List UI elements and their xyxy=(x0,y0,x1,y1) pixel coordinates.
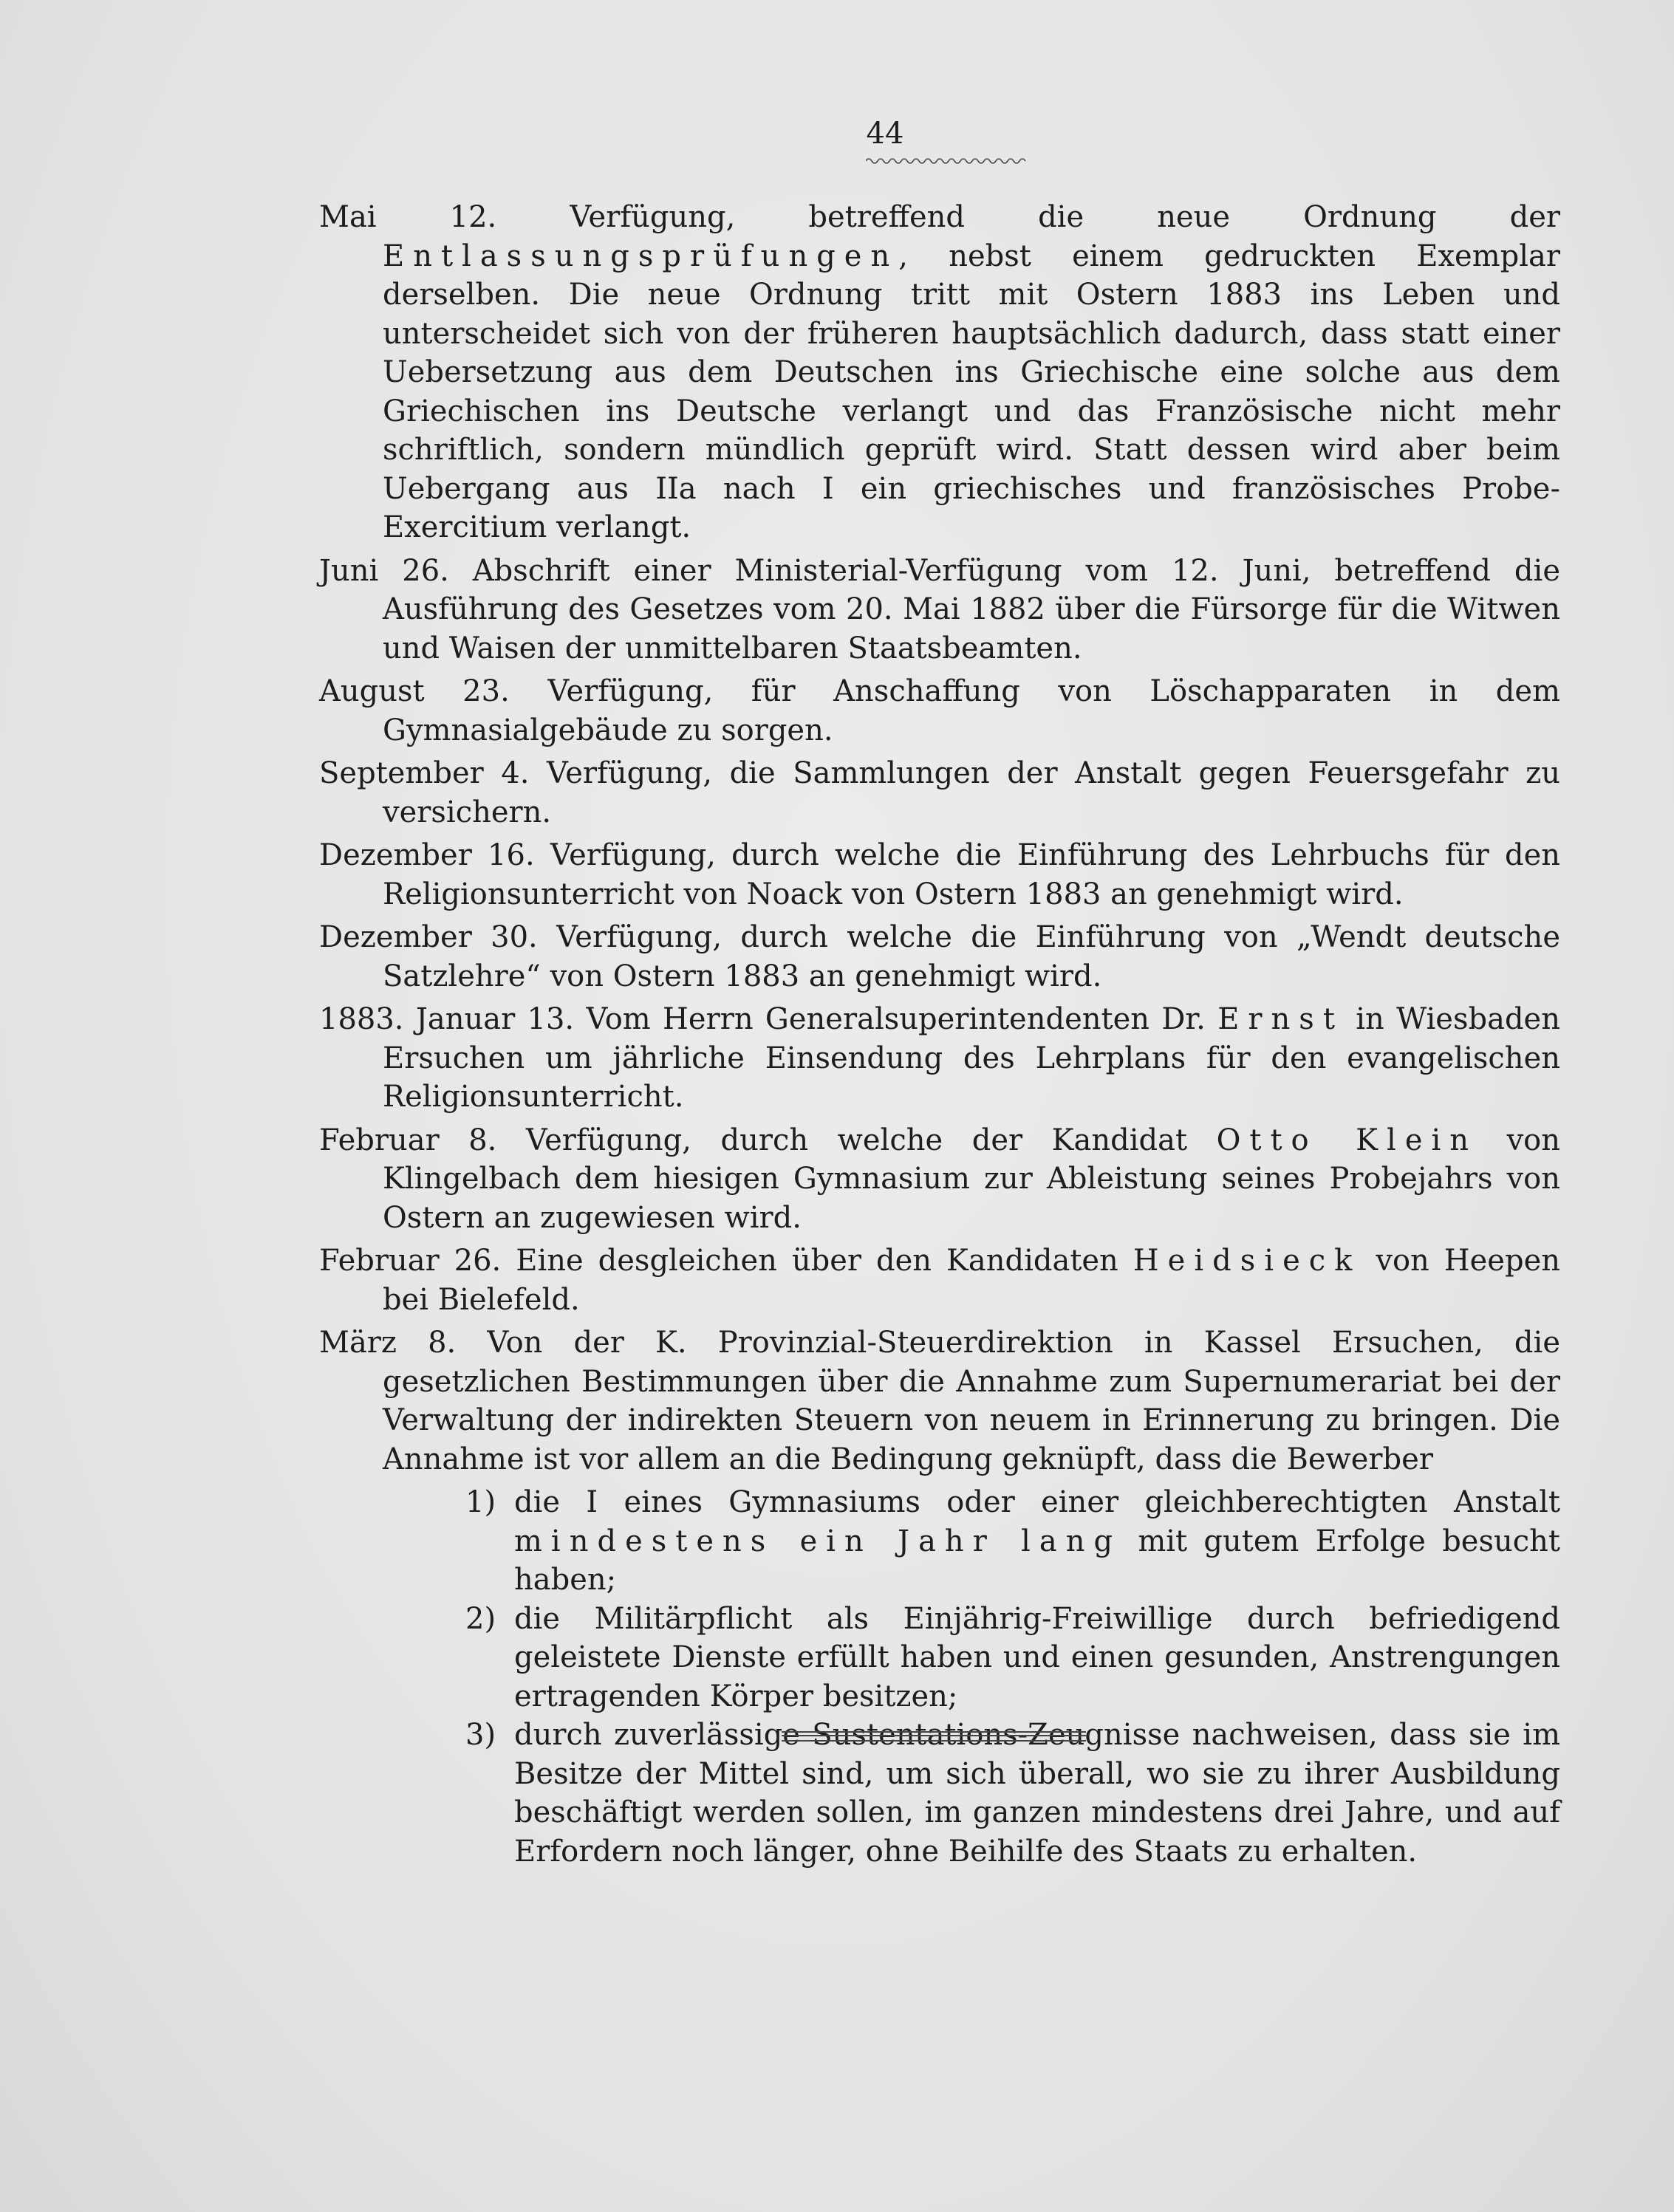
page-number: 44 xyxy=(866,117,904,151)
entry-text-continued: von Klingelbach dem hiesigen Gymnasium zur Ableistung seines Probejahrs von Ostern an zugewiesen wird. xyxy=(383,1123,1561,1235)
entry-spaced-term: Ernst xyxy=(1217,1002,1344,1036)
condition-number: 1) xyxy=(465,1485,496,1519)
entry-spaced-term: Heidsieck xyxy=(1132,1244,1362,1278)
entry-juni-26 xyxy=(319,552,1560,668)
entry-text: Verfügung, durch welche der Kandidat xyxy=(525,1123,1217,1157)
entry-mai-12 xyxy=(319,198,1560,547)
entry-text: Verfügung, durch welche die Einführung des Lehrbuchs für den Religionsunterricht von Noack von Ostern 1883 an genehmigt wird. xyxy=(383,838,1560,911)
entry-date: August 23. xyxy=(319,674,510,708)
entry-dezember-30 xyxy=(319,918,1560,996)
entry-februar-8 xyxy=(319,1121,1560,1238)
entry-date: Mai 12. xyxy=(319,200,497,234)
decree-list xyxy=(319,198,1560,1871)
condition-item xyxy=(465,1600,1560,1716)
entry-text: Eine desgleichen über den Kandidaten xyxy=(516,1244,1133,1278)
condition-item xyxy=(465,1483,1561,1600)
conditions-list xyxy=(319,1483,1560,1871)
entry-date: Dezember 30. xyxy=(319,920,538,954)
condition-spaced-term: mindestens ein Jahr lang xyxy=(514,1524,1122,1558)
entry-date: Dezember 16. xyxy=(319,838,535,872)
entry-dezember-16 xyxy=(319,836,1560,914)
entry-text: Verfügung, betreffend die neue Ordnung der xyxy=(570,200,1560,234)
entry-text: Verfügung, die Sammlungen der Anstalt gegen Feuersgefahr zu versichern. xyxy=(383,756,1560,829)
entry-januar-13 xyxy=(319,1000,1560,1117)
condition-text: durch zuverlässige Sustentations-Zeugnisse nachweisen, dass sie im Besitze der Mittel sind, um sich überall, wo sie zu ihrer Ausbildung beschäftigt werden sollen, im ganzen mindestens drei Jahre, und auf Erfordern noch länger, ohne Beihilfe des Staats zu erhalten. xyxy=(514,1718,1560,1869)
condition-number: 2) xyxy=(465,1601,496,1636)
entry-date: September 4. xyxy=(319,756,530,790)
end-double-rule xyxy=(782,1731,1086,1742)
entry-text-continued: in Wiesbaden Ersuchen um jährliche Einsendung des Lehrplans für den evangelischen Religionsunterricht. xyxy=(383,1002,1560,1114)
wavy-rule-ornament xyxy=(866,157,1027,165)
entry-spaced-term: Otto Klein xyxy=(1216,1123,1478,1157)
entry-text-continued: von Heepen bei Bielefeld. xyxy=(383,1244,1561,1317)
entry-text: Verfügung, durch welche die Einführung von „Wendt deutsche Satzlehre“ von Ostern 1883 an genehmigt wird. xyxy=(383,920,1560,993)
condition-number: 3) xyxy=(465,1718,496,1752)
condition-text-continued: mit gutem Erfolge besucht haben; xyxy=(514,1524,1561,1597)
entry-date: Februar 8. xyxy=(319,1123,497,1157)
entry-februar-26 xyxy=(319,1242,1560,1319)
entry-date: 1883. Januar 13. xyxy=(319,1002,575,1036)
condition-text: die I eines Gymnasiums oder einer gleichberechtigten Anstalt xyxy=(514,1485,1560,1519)
entry-september-4 xyxy=(319,754,1560,832)
entry-date: Februar 26. xyxy=(319,1244,502,1278)
entry-date: Juni 26. xyxy=(319,553,449,588)
entry-date: März 8. xyxy=(319,1326,457,1360)
entry-maerz-8 xyxy=(319,1324,1560,1479)
condition-text: die Militärpflicht als Einjährig-Freiwillige durch befriedigend geleistete Dienste erfüllt haben und einen gesunden, Anstrengungen ertragenden Körper besitzen; xyxy=(514,1601,1560,1713)
entry-text: Von der K. Provinzial-Steuerdirektion in Kassel Ersuchen, die gesetzlichen Bestimmungen über die Annahme zum Supernumerariat bei der Verwaltung der indirekten Steuern von neuem in Erinnerung zu bringen. Die Annahme ist vor allem an die Bedingung geknüpft, dass die Bewerber xyxy=(383,1326,1560,1476)
entry-text-continued: , nebst einem gedruckten Exemplar derselben. Die neue Ordnung tritt mit Ostern 1883 ins Leben und unterscheidet sich von der früheren hauptsächlich dadurch, dass statt einer Uebersetzung aus dem Deutschen ins Griechische eine solche aus dem Griechischen ins Deutsche verlangt und das Französische nicht mehr schriftlich, sondern mündlich geprüft wird. Statt dessen wird aber beim Uebergang aus IIa nach I ein griechisches und französisches Probe-Exercitium verlangt. xyxy=(383,239,1560,544)
entry-august-23 xyxy=(319,672,1560,750)
entry-text: Abschrift einer Ministerial-Verfügung vom 12. Juni, betreffend die Ausführung des Gesetzes vom 20. Mai 1882 über die Fürsorge für die Witwen und Waisen der unmittelbaren Staatsbeamten. xyxy=(383,553,1560,665)
entry-text: Verfügung, für Anschaffung von Löschapparaten in dem Gymnasialgebäude zu sorgen. xyxy=(383,674,1561,747)
entry-spaced-term: Entlassungsprüfungen xyxy=(383,239,899,273)
entry-text: Vom Herrn Generalsuperintendenten Dr. xyxy=(586,1002,1218,1036)
